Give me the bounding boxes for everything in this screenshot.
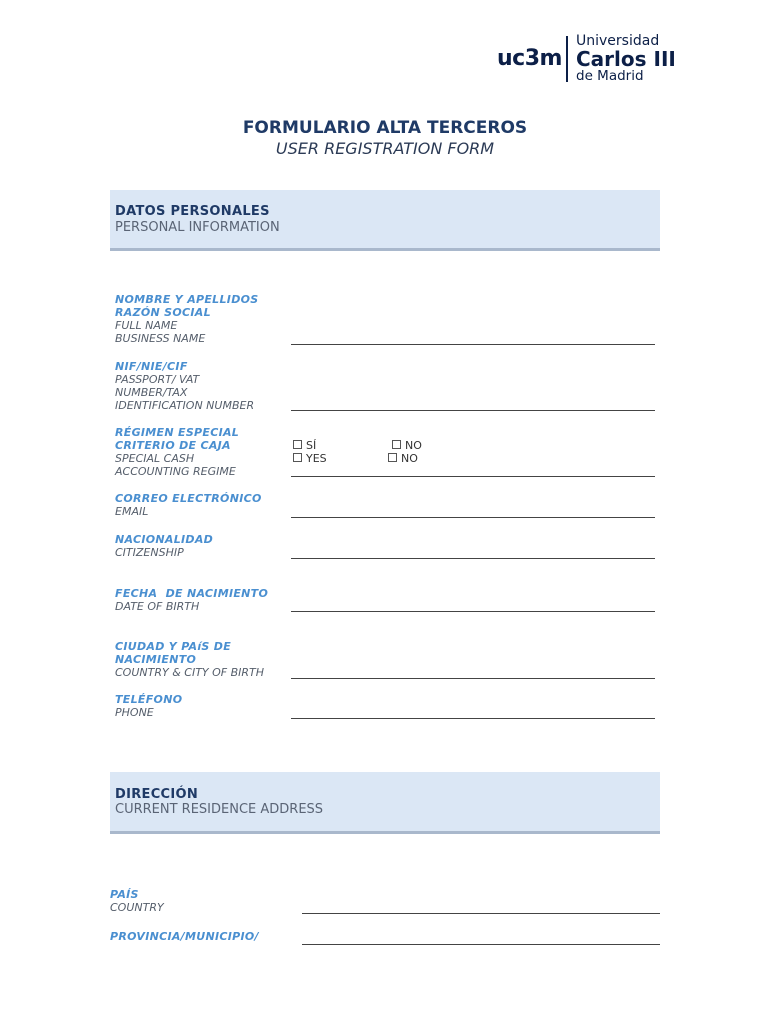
checkbox-icon[interactable]	[293, 453, 302, 462]
logo-line-2: Carlos III	[576, 47, 676, 71]
field-email-label: CORREO ELECTRÓNICO EMAIL	[115, 492, 262, 518]
section-address-header	[110, 772, 660, 834]
regime-yes-es-option[interactable]: SÍ	[293, 439, 316, 452]
country-input-line[interactable]	[302, 913, 660, 914]
checkbox-icon[interactable]	[392, 440, 401, 449]
phone-input-line[interactable]	[291, 718, 655, 719]
nif-input-line[interactable]	[291, 410, 655, 411]
field-birthplace-label: CIUDAD Y PAíS DE NACIMIENTO COUNTRY & CITY OF BIRTH	[115, 640, 265, 679]
regime-no-en-option[interactable]: NO	[388, 452, 418, 465]
logo-line-3: de Madrid	[576, 68, 644, 84]
checkbox-icon[interactable]	[293, 440, 302, 449]
form-subtitle: USER REGISTRATION FORM	[275, 139, 495, 158]
regime-no-es-option[interactable]: NO	[392, 439, 422, 452]
section-personal-header	[110, 190, 660, 251]
regime-input-line	[291, 476, 655, 477]
field-province-label: PROVINCIA/MUNICIPIO/	[110, 930, 259, 943]
section-address-subtitle: CURRENT RESIDENCE ADDRESS	[115, 802, 324, 817]
field-phone-label: TELÉFONO PHONE	[115, 693, 183, 719]
checkbox-icon[interactable]	[388, 453, 397, 462]
logo-line-1: Universidad	[576, 33, 660, 49]
field-regime-label: RÉGIMEN ESPECIAL CRITERIO DE CAJA SPECIAL CASH ACCOUNTING REGIME	[115, 426, 240, 478]
section-address-title: DIRECCIÓN	[115, 787, 199, 802]
email-input-line[interactable]	[291, 517, 655, 518]
field-citizenship-label: NACIONALIDAD CITIZENSHIP	[115, 533, 214, 559]
citizenship-input-line[interactable]	[291, 558, 655, 559]
regime-yes-en-option[interactable]: YES	[293, 452, 327, 465]
field-dob-label: FECHA DE NACIMIENTO DATE OF BIRTH	[115, 587, 269, 613]
section-personal-title: DATOS PERSONALES	[115, 204, 270, 219]
province-input-line[interactable]	[302, 944, 660, 945]
birthplace-input-line[interactable]	[291, 678, 655, 679]
logo-uc3m: uc3m	[497, 46, 562, 71]
full-name-input-line[interactable]	[291, 344, 655, 345]
field-full-name-label: NOMBRE Y APELLIDOS RAZÓN SOCIAL FULL NAME BUSINESS NAME	[115, 293, 259, 345]
dob-input-line[interactable]	[291, 611, 655, 612]
field-country-label: PAÍS COUNTRY	[110, 888, 164, 914]
section-personal-subtitle: PERSONAL INFORMATION	[115, 220, 280, 235]
field-nif-label: NIF/NIE/CIF PASSPORT/ VAT NUMBER/TAX IDENTIFICATION NUMBER	[115, 360, 255, 412]
logo-divider	[566, 36, 568, 82]
form-title: FORMULARIO ALTA TERCEROS	[242, 118, 528, 138]
